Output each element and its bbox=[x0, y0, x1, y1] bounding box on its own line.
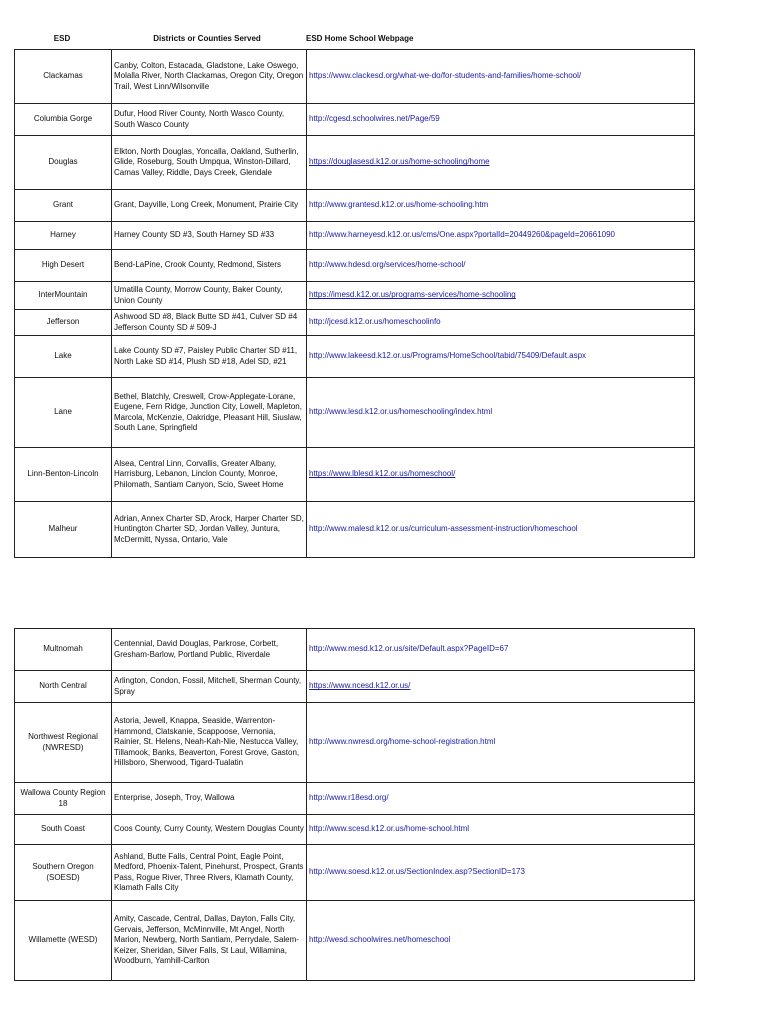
webpage-link[interactable]: http://wesd.schoolwires.net/homeschool bbox=[309, 935, 451, 945]
esd-name-cell: Southern Oregon (SOESD) bbox=[15, 845, 112, 901]
districts-cell: Adrian, Annex Charter SD, Arock, Harper Charter SD, Huntington Charter SD, Jordan Valley, Juntura, McDermitt, Nyssa, Ontario, Vale bbox=[112, 502, 307, 558]
esd-name-cell: High Desert bbox=[15, 250, 112, 282]
webpage-link[interactable]: https://www.ncesd.k12.or.us/ bbox=[309, 681, 411, 691]
districts-cell: Amity, Cascade, Central, Dallas, Dayton, Falls City, Gervais, Jefferson, McMinnville, Mt Angel, North Marion, Newberg, North Santiam, Perrydale, Salem-Keizer, Sheridan, Silver Falls, St Laul, Willamina, Woodburn, Yamhill-Carlton bbox=[112, 901, 307, 981]
header-districts: Districts or Counties Served bbox=[153, 34, 261, 43]
webpage-cell bbox=[307, 448, 695, 502]
table-row bbox=[15, 815, 695, 845]
table-row bbox=[15, 378, 695, 448]
webpage-link[interactable]: http://www.scesd.k12.or.us/home-school.html bbox=[309, 824, 470, 834]
esd-name-cell: Lane bbox=[15, 378, 112, 448]
webpage-cell bbox=[307, 190, 695, 222]
esd-name-cell: Wallowa County Region 18 bbox=[15, 783, 112, 815]
esd-name-cell: Malheur bbox=[15, 502, 112, 558]
districts-cell: Astoria, Jewell, Knappa, Seaside, Warrenton-Hammond, Clatskanie, Scappoose, Vernonia, Rainier, St. Helens, Neah-Kah-Nie, Nestucca Valley, Tillamook, Banks, Beaverton, Forest Grove, Gaston, Hillsboro, Sherwood, Tigard-Tualatin bbox=[112, 703, 307, 783]
webpage-link[interactable]: http://www.r18esd.org/ bbox=[309, 793, 389, 803]
webpage-link[interactable]: https://www.clackesd.org/what-we-do/for-students-and-families/home-school/ bbox=[309, 71, 582, 81]
esd-name-cell: Douglas bbox=[15, 136, 112, 190]
table-row bbox=[15, 703, 695, 783]
esd-name-cell: Lake bbox=[15, 336, 112, 378]
webpage-cell bbox=[307, 282, 695, 310]
esd-name-cell: Willamette (WESD) bbox=[15, 901, 112, 981]
webpage-link[interactable]: http://cgesd.schoolwires.net/Page/59 bbox=[309, 114, 440, 124]
webpage-link[interactable]: http://www.mesd.k12.or.us/site/Default.aspx?PageID=67 bbox=[309, 644, 509, 654]
districts-cell: Ashwood SD #8, Black Butte SD #41, Culver SD #4 Jefferson County SD # 509-J bbox=[112, 310, 307, 336]
webpage-cell bbox=[307, 783, 695, 815]
districts-cell: Umatilla County, Morrow County, Baker County, Union County bbox=[112, 282, 307, 310]
esd-name-cell: Multnomah bbox=[15, 629, 112, 671]
esd-name-cell: Columbia Gorge bbox=[15, 104, 112, 136]
table-row bbox=[15, 310, 695, 336]
webpage-cell bbox=[307, 815, 695, 845]
esd-name-cell: North Central bbox=[15, 671, 112, 703]
districts-cell: Bethel, Blatchly, Creswell, Crow-Applegate-Lorane, Eugene, Fern Ridge, Junction City, Lowell, Mapleton, Marcola, McKenzie, Oakridge, Pleasant Hill, Siuslaw, South Lane, Springfield bbox=[112, 378, 307, 448]
webpage-link[interactable]: http://www.lesd.k12.or.us/homeschooling/index.html bbox=[309, 407, 493, 417]
esd-name-cell: Harney bbox=[15, 222, 112, 250]
webpage-cell bbox=[307, 336, 695, 378]
districts-cell: Arlington, Condon, Fossil, Mitchell, Sherman County, Spray bbox=[112, 671, 307, 703]
webpage-cell bbox=[307, 901, 695, 981]
table-header bbox=[14, 34, 694, 48]
webpage-cell bbox=[307, 671, 695, 703]
webpage-link[interactable]: http://www.lakeesd.k12.or.us/Programs/HomeSchool/tabid/75409/Default.aspx bbox=[309, 351, 587, 361]
webpage-link[interactable]: http://www.harneyesd.k12.or.us/cms/One.aspx?portalId=20449260&pageId=20661090 bbox=[309, 230, 615, 240]
table-row bbox=[15, 104, 695, 136]
districts-cell: Ashland, Butte Falls, Central Point, Eagle Point, Medford, Phoenix-Talent, Pinehurst, Prospect, Grants Pass, Rogue River, Three Rivers, Klamath County, Klamath Falls City bbox=[112, 845, 307, 901]
table-row bbox=[15, 671, 695, 703]
webpage-cell bbox=[307, 136, 695, 190]
esd-name-cell: Northwest Regional (NWRESD) bbox=[15, 703, 112, 783]
table-row bbox=[15, 901, 695, 981]
webpage-cell bbox=[307, 502, 695, 558]
districts-cell: Coos County, Curry County, Western Douglas County bbox=[112, 815, 307, 845]
webpage-link[interactable]: http://jcesd.k12.or.us/homeschoolinfo bbox=[309, 317, 441, 327]
table-row bbox=[15, 222, 695, 250]
webpage-cell bbox=[307, 378, 695, 448]
table-row bbox=[15, 448, 695, 502]
header-webpage: ESD Home School Webpage bbox=[306, 34, 414, 43]
webpage-link[interactable]: http://www.soesd.k12.or.us/SectionIndex.asp?SectionID=173 bbox=[309, 867, 525, 877]
esd-name-cell: InterMountain bbox=[15, 282, 112, 310]
table-row bbox=[15, 282, 695, 310]
webpage-cell bbox=[307, 250, 695, 282]
districts-cell: Grant, Dayville, Long Creek, Monument, Prairie City bbox=[112, 190, 307, 222]
table-row bbox=[15, 50, 695, 104]
table-row bbox=[15, 250, 695, 282]
districts-cell: Enterprise, Joseph, Troy, Wallowa bbox=[112, 783, 307, 815]
webpage-cell bbox=[307, 222, 695, 250]
districts-cell: Bend-LaPine, Crook County, Redmond, Sisters bbox=[112, 250, 307, 282]
webpage-link[interactable]: http://www.nwresd.org/home-school-registration.html bbox=[309, 737, 496, 747]
districts-cell: Lake County SD #7, Paisley Public Charter SD #11, North Lake SD #14, Plush SD #18, Adel SD, #21 bbox=[112, 336, 307, 378]
esd-name-cell: Clackamas bbox=[15, 50, 112, 104]
districts-cell: Elkton, North Douglas, Yoncalla, Oakland, Sutherlin, Glide, Roseburg, South Umpqua, Winston-Dillard, Camas Valley, Riddle, Days Creek, Glendale bbox=[112, 136, 307, 190]
header-esd: ESD bbox=[53, 34, 71, 43]
webpage-cell bbox=[307, 104, 695, 136]
table-row bbox=[15, 783, 695, 815]
esd-name-cell: South Coast bbox=[15, 815, 112, 845]
esd-name-cell: Grant bbox=[15, 190, 112, 222]
table-row bbox=[15, 629, 695, 671]
webpage-cell bbox=[307, 703, 695, 783]
esd-table-part-1 bbox=[14, 49, 695, 558]
esd-table-part-2 bbox=[14, 628, 695, 981]
table-row bbox=[15, 336, 695, 378]
table-row bbox=[15, 136, 695, 190]
table-row bbox=[15, 190, 695, 222]
webpage-link[interactable]: http://www.grantesd.k12.or.us/home-schooling.htm bbox=[309, 200, 489, 210]
districts-cell: Harney County SD #3, South Harney SD #33 bbox=[112, 222, 307, 250]
esd-name-cell: Jefferson bbox=[15, 310, 112, 336]
webpage-link[interactable]: https://douglasesd.k12.or.us/home-schooling/home bbox=[309, 157, 490, 167]
esd-name-cell: Linn-Benton-Lincoln bbox=[15, 448, 112, 502]
districts-cell: Canby, Colton, Estacada, Gladstone, Lake Oswego, Molalla River, North Clackamas, Oregon City, Oregon Trail, West Linn/Wilsonville bbox=[112, 50, 307, 104]
webpage-cell bbox=[307, 629, 695, 671]
districts-cell: Dufur, Hood River County, North Wasco County, South Wasco County bbox=[112, 104, 307, 136]
webpage-link[interactable]: https://www.lblesd.k12.or.us/homeschool/ bbox=[309, 469, 456, 479]
webpage-link[interactable]: https://imesd.k12.or.us/programs-services/home-schooling bbox=[309, 290, 516, 300]
webpage-cell bbox=[307, 845, 695, 901]
webpage-cell bbox=[307, 50, 695, 104]
webpage-link[interactable]: http://www.hdesd.org/services/home-school/ bbox=[309, 260, 466, 270]
webpage-cell bbox=[307, 310, 695, 336]
table-row bbox=[15, 502, 695, 558]
table-row bbox=[15, 845, 695, 901]
webpage-link[interactable]: http://www.malesd.k12.or.us/curriculum-assessment-instruction/homeschool bbox=[309, 524, 578, 534]
districts-cell: Centennial, David Douglas, Parkrose, Corbett, Gresham-Barlow, Portland Public, Riverdale bbox=[112, 629, 307, 671]
districts-cell: Alsea, Central Linn, Corvallis, Greater Albany, Harrisburg, Lebanon, Linclon County, Monroe, Philomath, Santiam Canyon, Scio, Sweet Home bbox=[112, 448, 307, 502]
